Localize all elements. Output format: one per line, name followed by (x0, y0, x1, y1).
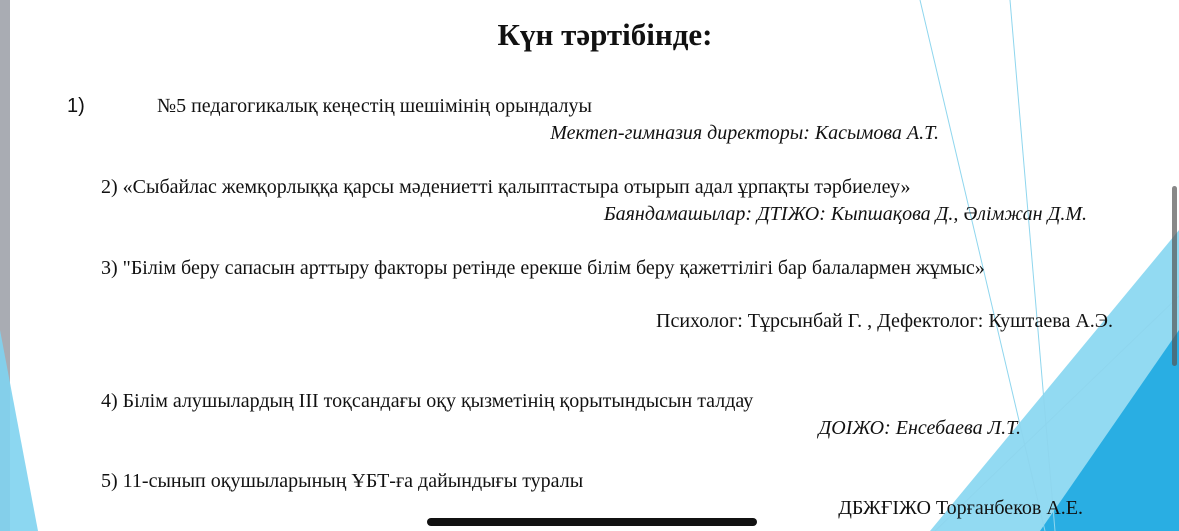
item-2-text: 2) «Сыбайлас жемқорлыққа қарсы мәдениетті қалыптастыра отырып адал ұрпақты тәрбиелеу» (101, 176, 911, 198)
item-3-speaker: Психолог: Тұрсынбай Г. , Дефектолог: Куштаева А.Э. (656, 310, 1113, 332)
scrollbar-thumb[interactable] (1172, 186, 1177, 366)
item-1-speaker: Мектеп-гимназия директоры: Касымова А.Т. (550, 122, 939, 144)
item-1-number: 1) (67, 95, 85, 117)
item-2-speaker: Баяндамашылар: ДТІЖО: Кыпшақова Д., Әлімжан Д.М. (603, 203, 1087, 225)
item-5-speaker: ДБЖҒІЖО Торғанбеков А.Е. (838, 497, 1083, 519)
item-4-speaker: ДОІЖО: Енсебаева Л.Т. (818, 417, 1021, 439)
home-indicator-bar[interactable] (427, 518, 757, 526)
item-5-text: 5) 11-сынып оқушыларының ҰБТ-ға дайындығы туралы (101, 470, 584, 492)
item-4-text: 4) Білім алушылардың ІІІ тоқсандағы оқу қызметінің қорытындысын талдау (101, 390, 754, 412)
item-1-text: №5 педагогикалық кеңестің шешімінің орындалуы (157, 95, 592, 117)
item-3-text: 3) "Білім беру сапасын арттыру факторы ретінде ерекше білім беру қажеттілігі бар балалармен жұмыс» (101, 257, 985, 279)
page-title: Күн тәртібінде: (497, 17, 713, 52)
